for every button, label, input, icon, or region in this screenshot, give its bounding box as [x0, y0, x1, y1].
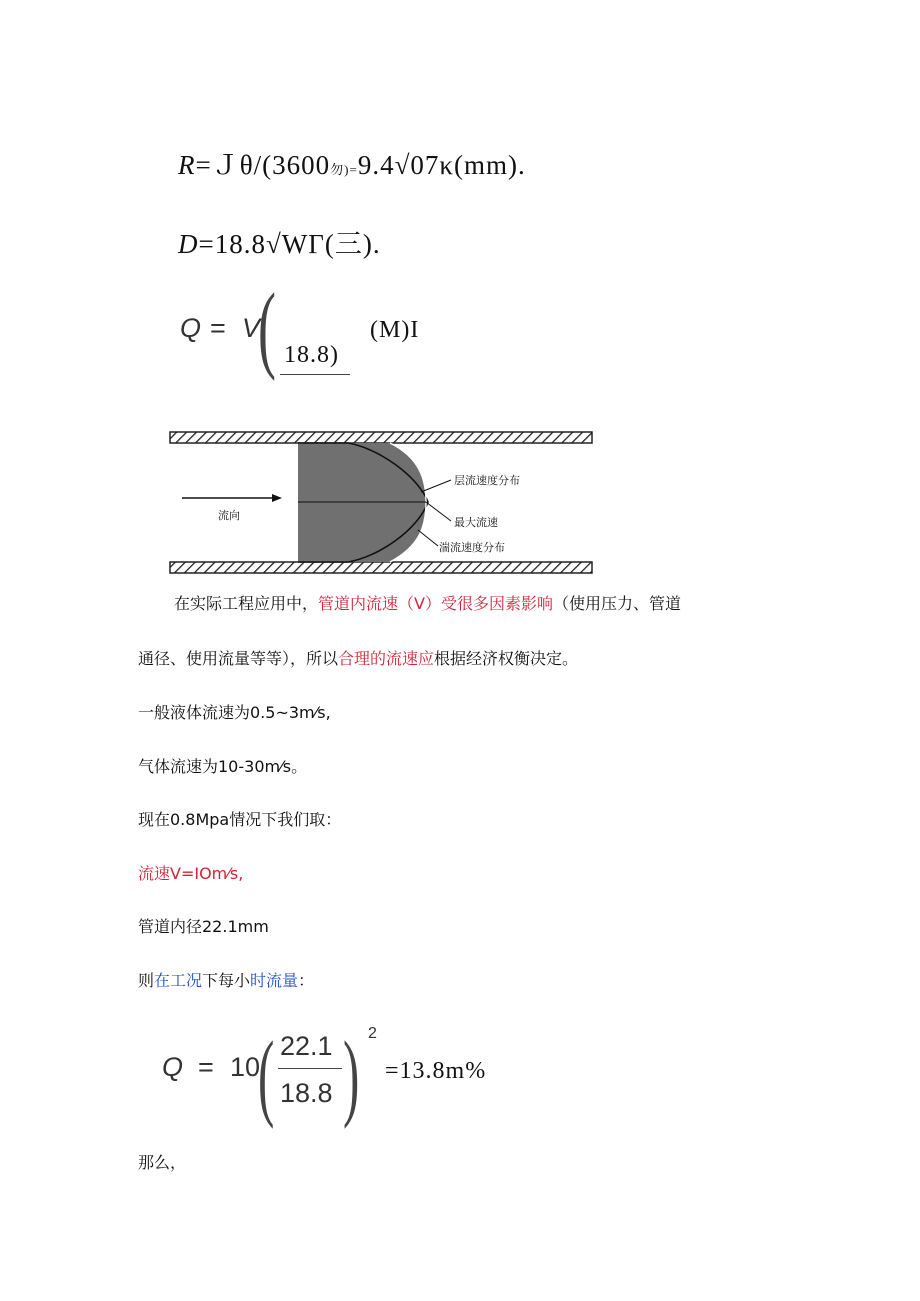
flow-direction-label: 流向 — [218, 509, 240, 522]
line-pressure-choice: 现在0.8Mpa情况下我们取： — [138, 810, 342, 829]
line-inner-diameter: 管道内径22.1mm — [138, 917, 269, 936]
eq1-text: =Ｊθ/(3600 — [195, 150, 331, 180]
pipe-velocity-diagram — [168, 430, 594, 576]
eq3-denominator: 18.8) — [284, 342, 339, 368]
eq2-lhs: D — [178, 229, 199, 259]
eq4-numerator: 22.1 — [280, 1031, 333, 1061]
eq3-lhs: Q — [180, 313, 202, 343]
eq4-equals: = — [198, 1052, 214, 1082]
eq1-rest: 9.4√07κ(mm). — [357, 150, 526, 180]
eq3-left-paren: ( — [258, 274, 276, 382]
label-max-velocity: 最大流速 — [454, 516, 498, 529]
eq3-tail: (M)I — [370, 317, 420, 343]
eq3-equals: = — [210, 313, 226, 343]
eq2-text: =18.8√WΓ(三). — [198, 229, 381, 259]
eq4-right-paren: ) — [343, 1022, 360, 1130]
equation-radius — [178, 143, 526, 182]
eq4-fraction-bar — [278, 1068, 342, 1069]
line-chosen-velocity: 流速V=IOm⁄s, — [138, 864, 244, 883]
label-laminar: 层流速度分布 — [454, 474, 520, 487]
line-hourly-flow: 则在工况下每小时流量： — [138, 971, 315, 990]
paragraph-flow-intro: 在实际工程应用中，管道内流速（V）受很多因素影响（使用压力、管道 — [174, 594, 681, 613]
pipe-top-wall — [170, 432, 592, 443]
eq1-subscript: 勿)= — [330, 162, 358, 177]
equation-diameter — [178, 222, 381, 261]
eq3-underline — [280, 374, 350, 375]
highlight-velocity-factors: 管道内流速（V）受很多因素影响 — [318, 594, 553, 613]
eq4-left-paren: ( — [258, 1022, 275, 1130]
eq3-v: V — [242, 313, 261, 343]
eq4-result: =13.8m% — [385, 1058, 487, 1084]
eq1-lhs: R — [178, 150, 196, 180]
flow-arrow-head — [272, 494, 282, 502]
line-gas-velocity: 气体流速为10-30m⁄s。 — [138, 757, 308, 776]
label-turbulent: 湍流速度分布 — [439, 541, 505, 554]
eq4-lhs: Q — [162, 1052, 184, 1082]
leader-turbulent — [418, 530, 438, 546]
leader-laminar — [421, 480, 451, 492]
leader-max — [426, 502, 451, 521]
line-liquid-velocity: 一般液体流速为0.5~3m⁄s, — [138, 703, 331, 722]
line-then: 那么， — [138, 1153, 187, 1172]
eq4-exponent: 2 — [368, 1025, 377, 1042]
paragraph-flow-intro-cont: 通径、使用流量等等），所以合理的流速应根据经济权衡决定。 — [138, 649, 579, 668]
pipe-bottom-wall — [170, 562, 592, 573]
eq4-coefficient: 10 — [230, 1052, 261, 1082]
eq4-denominator: 18.8 — [280, 1078, 333, 1108]
highlight-reasonable-velocity: 合理的流速应 — [338, 649, 435, 668]
